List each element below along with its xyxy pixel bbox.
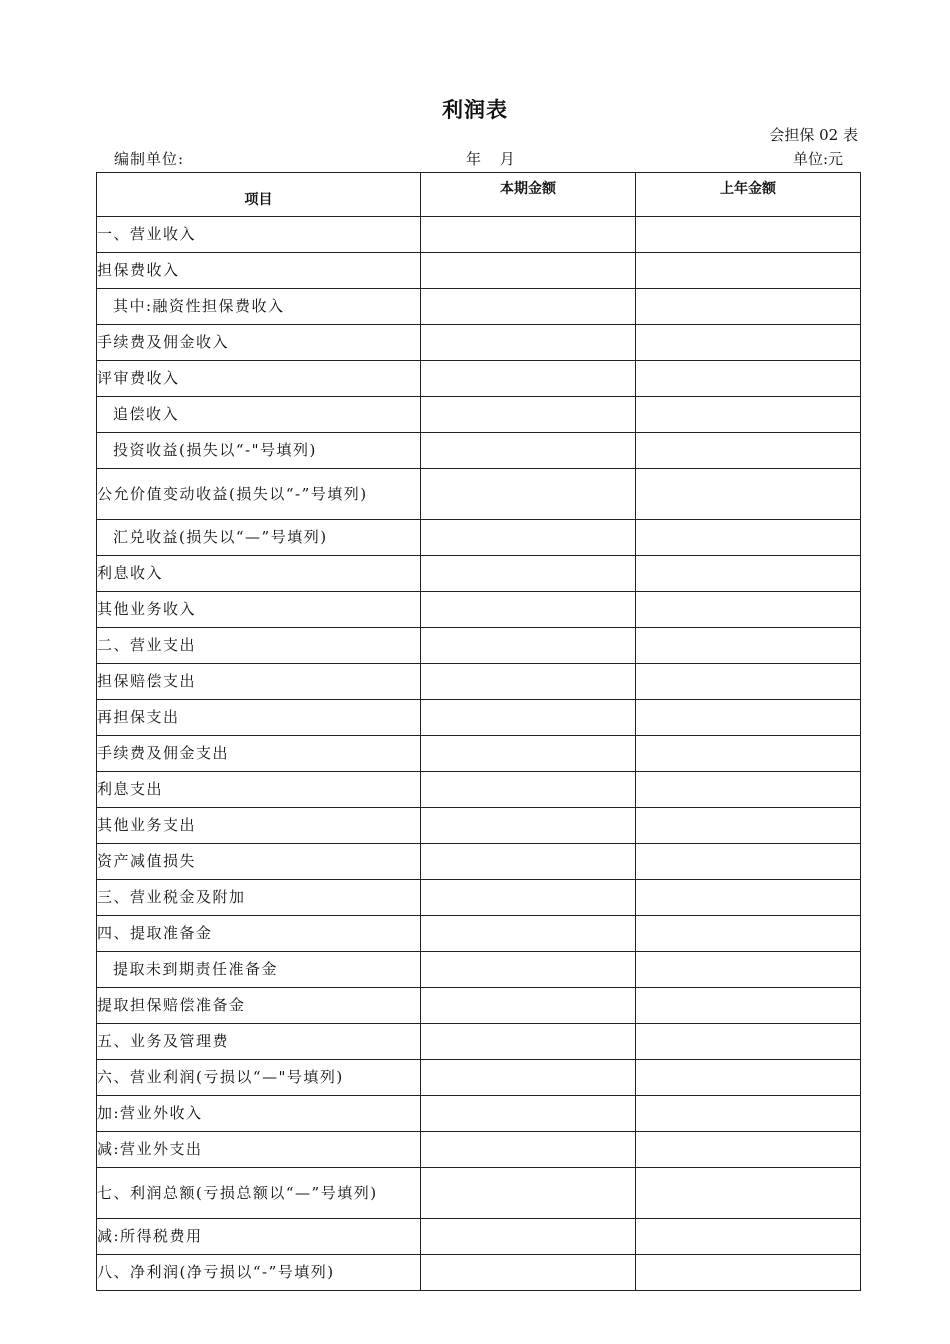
row-item-label: 担保赔偿支出 xyxy=(97,664,421,700)
row-item-label: 再担保支出 xyxy=(97,700,421,736)
table-row xyxy=(97,1168,861,1219)
prior-year-cell[interactable] xyxy=(636,253,861,289)
current-period-cell[interactable] xyxy=(421,253,636,289)
current-period-cell[interactable] xyxy=(421,700,636,736)
current-period-cell[interactable] xyxy=(421,952,636,988)
table-row xyxy=(97,1060,861,1096)
row-item-label: 二、营业支出 xyxy=(97,628,421,664)
prior-year-cell[interactable] xyxy=(636,664,861,700)
prior-year-cell[interactable] xyxy=(636,1255,861,1291)
current-period-cell[interactable] xyxy=(421,736,636,772)
row-item-label: 三、营业税金及附加 xyxy=(97,880,421,916)
table-row xyxy=(97,664,861,700)
prior-year-cell[interactable] xyxy=(636,736,861,772)
row-item-label: 提取担保赔偿准备金 xyxy=(97,988,421,1024)
current-period-cell[interactable] xyxy=(421,808,636,844)
table-row xyxy=(97,844,861,880)
table-row xyxy=(97,916,861,952)
table-row xyxy=(97,469,861,520)
table-row xyxy=(97,520,861,556)
prior-year-cell[interactable] xyxy=(636,217,861,253)
row-item-label: 汇兑收益(损失以“—”号填列) xyxy=(97,520,421,556)
prior-year-cell[interactable] xyxy=(636,1096,861,1132)
prior-year-cell[interactable] xyxy=(636,1024,861,1060)
table-row xyxy=(97,325,861,361)
prior-year-cell[interactable] xyxy=(636,772,861,808)
current-period-cell[interactable] xyxy=(421,592,636,628)
current-period-cell[interactable] xyxy=(421,880,636,916)
current-period-cell[interactable] xyxy=(421,397,636,433)
prior-year-cell[interactable] xyxy=(636,700,861,736)
unit-label: 单位:元 xyxy=(792,150,843,168)
form-code: 会担保 02 表 xyxy=(769,126,858,144)
prior-year-cell[interactable] xyxy=(636,325,861,361)
column-header-item: 项目 xyxy=(97,173,421,217)
row-item-label: 五、业务及管理费 xyxy=(97,1024,421,1060)
prior-year-cell[interactable] xyxy=(636,1132,861,1168)
prior-year-cell[interactable] xyxy=(636,1060,861,1096)
table-row xyxy=(97,1132,861,1168)
current-period-cell[interactable] xyxy=(421,361,636,397)
current-period-cell[interactable] xyxy=(421,289,636,325)
prior-year-cell[interactable] xyxy=(636,988,861,1024)
current-period-cell[interactable] xyxy=(421,772,636,808)
table-row xyxy=(97,1024,861,1060)
row-item-label: 六、营业利润(亏损以“—"号填列) xyxy=(97,1060,421,1096)
prior-year-cell[interactable] xyxy=(636,844,861,880)
table-row xyxy=(97,880,861,916)
table-row xyxy=(97,433,861,469)
row-item-label: 加:营业外收入 xyxy=(97,1096,421,1132)
table-header-row xyxy=(97,173,861,217)
prior-year-cell[interactable] xyxy=(636,916,861,952)
current-period-cell[interactable] xyxy=(421,520,636,556)
table-row xyxy=(97,397,861,433)
current-period-cell[interactable] xyxy=(421,988,636,1024)
prior-year-cell[interactable] xyxy=(636,952,861,988)
current-period-cell[interactable] xyxy=(421,433,636,469)
table-row xyxy=(97,1255,861,1291)
row-item-label: 减:所得税费用 xyxy=(97,1219,421,1255)
income-statement-table xyxy=(96,172,861,1291)
column-header-prior-year: 上年金额 xyxy=(636,173,861,217)
row-item-label: 资产减值损失 xyxy=(97,844,421,880)
row-item-label: 追偿收入 xyxy=(97,397,421,433)
row-item-label: 一、营业收入 xyxy=(97,217,421,253)
current-period-cell[interactable] xyxy=(421,916,636,952)
current-period-cell[interactable] xyxy=(421,325,636,361)
table-row xyxy=(97,217,861,253)
table-row xyxy=(97,592,861,628)
current-period-cell[interactable] xyxy=(421,556,636,592)
current-period-cell[interactable] xyxy=(421,1255,636,1291)
prior-year-cell[interactable] xyxy=(636,433,861,469)
current-period-cell[interactable] xyxy=(421,1024,636,1060)
table-row xyxy=(97,1219,861,1255)
prior-year-cell[interactable] xyxy=(636,880,861,916)
current-period-cell[interactable] xyxy=(421,664,636,700)
prior-year-cell[interactable] xyxy=(636,520,861,556)
current-period-cell[interactable] xyxy=(421,1219,636,1255)
table-row xyxy=(97,628,861,664)
row-item-label: 利息收入 xyxy=(97,556,421,592)
column-header-current-period: 本期金额 xyxy=(421,173,636,217)
prior-year-cell[interactable] xyxy=(636,361,861,397)
row-item-label: 减:营业外支出 xyxy=(97,1132,421,1168)
row-item-label: 提取未到期责任准备金 xyxy=(97,952,421,988)
prior-year-cell[interactable] xyxy=(636,1168,861,1219)
current-period-cell[interactable] xyxy=(421,1168,636,1219)
table-row xyxy=(97,700,861,736)
prior-year-cell[interactable] xyxy=(636,289,861,325)
table-row xyxy=(97,988,861,1024)
prior-year-cell[interactable] xyxy=(636,808,861,844)
row-item-label: 四、提取准备金 xyxy=(97,916,421,952)
table-row xyxy=(97,289,861,325)
prior-year-cell[interactable] xyxy=(636,628,861,664)
prior-year-cell[interactable] xyxy=(636,469,861,520)
table-row xyxy=(97,253,861,289)
current-period-cell[interactable] xyxy=(421,628,636,664)
compiler-label: 编制单位: xyxy=(114,150,185,168)
row-item-label: 八、净利润(净亏损以“-”号填列) xyxy=(97,1255,421,1291)
row-item-label: 其中:融资性担保费收入 xyxy=(97,289,421,325)
table-row xyxy=(97,952,861,988)
current-period-cell[interactable] xyxy=(421,217,636,253)
row-item-label: 利息支出 xyxy=(97,772,421,808)
prior-year-cell[interactable] xyxy=(636,592,861,628)
table-row xyxy=(97,1096,861,1132)
row-item-label: 其他业务收入 xyxy=(97,592,421,628)
current-period-cell[interactable] xyxy=(421,1096,636,1132)
row-item-label: 手续费及佣金支出 xyxy=(97,736,421,772)
row-item-label: 公允价值变动收益(损失以“-”号填列) xyxy=(97,469,421,520)
table-row xyxy=(97,736,861,772)
row-item-label: 担保费收入 xyxy=(97,253,421,289)
prior-year-cell[interactable] xyxy=(636,556,861,592)
current-period-cell[interactable] xyxy=(421,1132,636,1168)
table-row xyxy=(97,808,861,844)
table-row xyxy=(97,772,861,808)
row-item-label: 评审费收入 xyxy=(97,361,421,397)
prior-year-cell[interactable] xyxy=(636,1219,861,1255)
row-item-label: 七、利润总额(亏损总额以“—”号填列) xyxy=(97,1168,421,1219)
row-item-label: 投资收益(损失以“-"号填列) xyxy=(97,433,421,469)
page-title: 利润表 xyxy=(442,98,508,122)
current-period-cell[interactable] xyxy=(421,844,636,880)
table-row xyxy=(97,556,861,592)
prior-year-cell[interactable] xyxy=(636,397,861,433)
row-item-label: 手续费及佣金收入 xyxy=(97,325,421,361)
table-row xyxy=(97,361,861,397)
current-period-cell[interactable] xyxy=(421,1060,636,1096)
current-period-cell[interactable] xyxy=(421,469,636,520)
row-item-label: 其他业务支出 xyxy=(97,808,421,844)
period-label: 年 月 xyxy=(466,150,515,168)
